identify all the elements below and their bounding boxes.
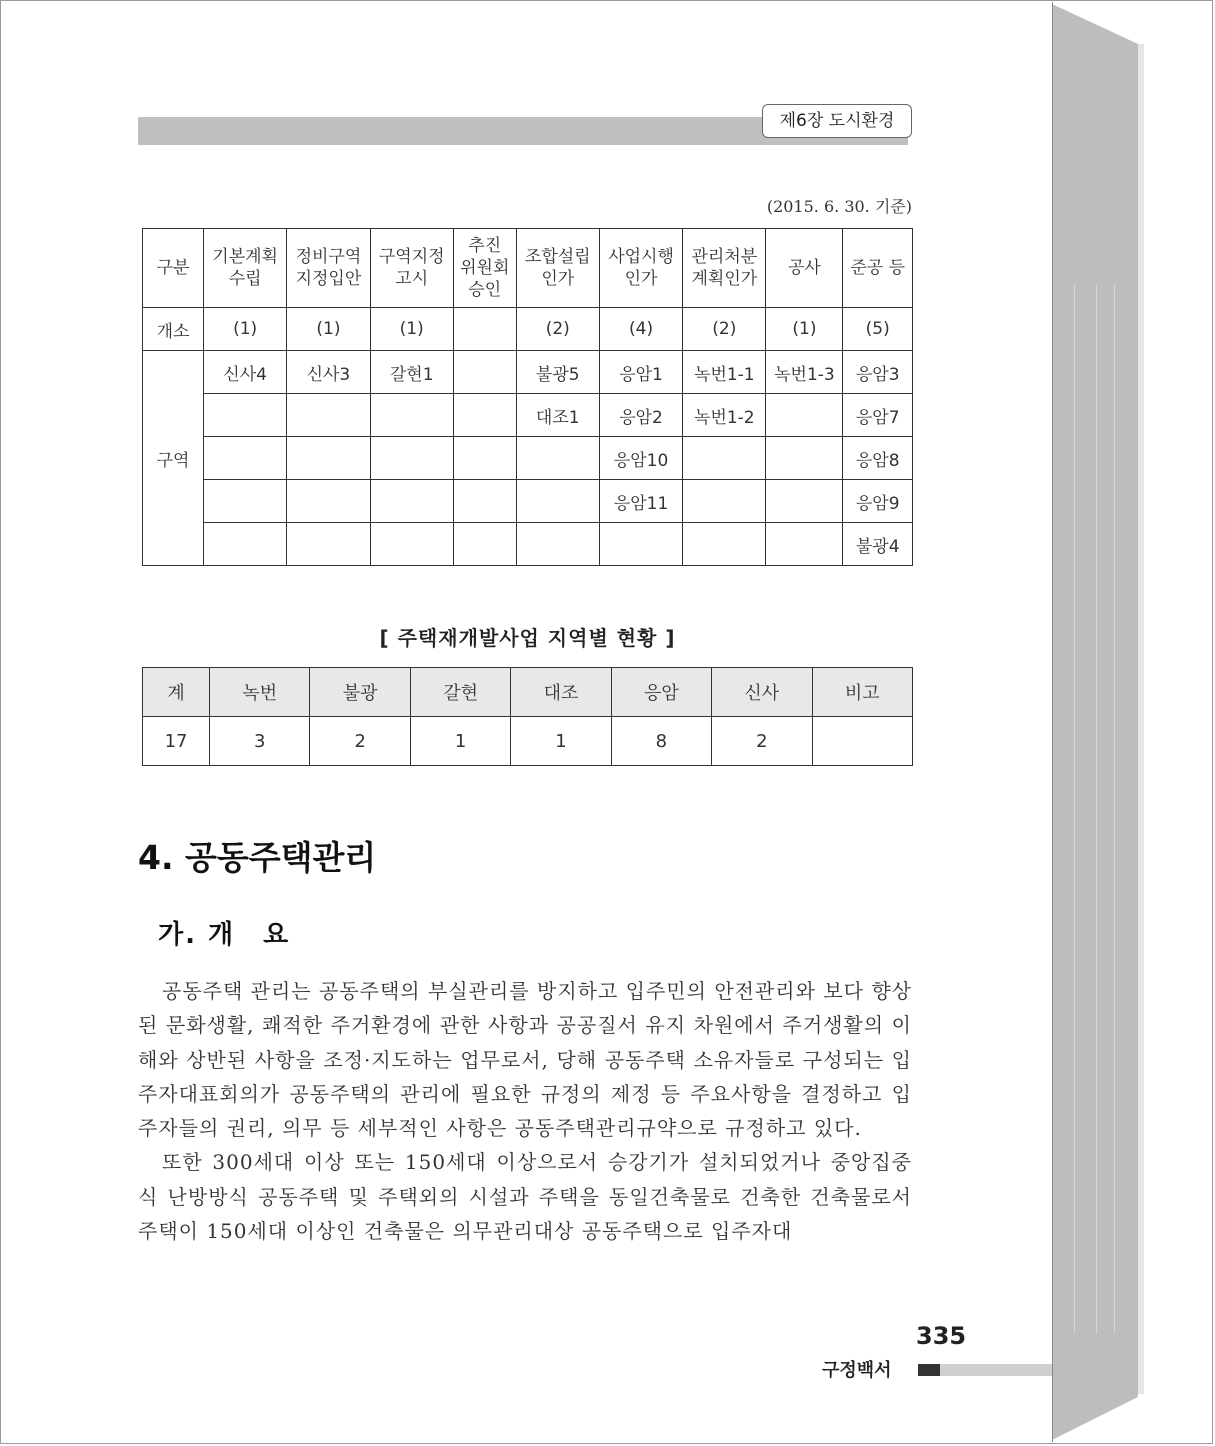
area-cell	[599, 523, 682, 566]
area-cell: 녹번1-3	[766, 351, 843, 394]
area-cell	[766, 394, 843, 437]
area-cell: 녹번1-2	[683, 394, 766, 437]
area-cell	[204, 394, 287, 437]
area-cell	[453, 437, 516, 480]
table-header-row	[143, 668, 913, 717]
value-cell: 1	[410, 717, 510, 766]
count-cell: (2)	[683, 308, 766, 351]
area-cell	[287, 394, 370, 437]
header-cell: 녹번	[210, 668, 310, 717]
table-row	[143, 717, 913, 766]
section-title: 4. 공동주택관리	[138, 838, 377, 877]
table-row	[143, 523, 913, 566]
area-cell	[370, 523, 453, 566]
area-cell: 응암8	[843, 437, 913, 480]
area-cell	[370, 394, 453, 437]
table-row	[143, 437, 913, 480]
count-cell: (1)	[287, 308, 370, 351]
count-cell: (2)	[516, 308, 599, 351]
header-cell: 계	[143, 668, 210, 717]
area-cell	[370, 480, 453, 523]
page-number: 335	[916, 1322, 967, 1350]
area-cell: 응암9	[843, 480, 913, 523]
area-cell	[766, 480, 843, 523]
count-cell: (1)	[766, 308, 843, 351]
paragraph: 또한 300세대 이상 또는 150세대 이상으로서 승강기가 설치되었거나 중앙집중식 난방방식 공동주택 및 주택외의 시설과 주택을 동일건축물로 건축한 건축물로서 주택이 150세대 이상인 건축물은 의무관리대상 공동주택으로 입주자대	[138, 1150, 912, 1244]
area-cell: 녹번1-1	[683, 351, 766, 394]
table-row	[143, 394, 913, 437]
header-cell: 대조	[511, 668, 611, 717]
area-cell	[516, 523, 599, 566]
header-cell: 구분	[143, 229, 204, 308]
chapter-tag: 제6장 도시환경	[762, 104, 912, 138]
header-cell: 기본계획 수립	[204, 229, 287, 308]
area-cell: 신사4	[204, 351, 287, 394]
book-edge	[1052, 4, 1138, 1440]
area-cell: 응암10	[599, 437, 682, 480]
area-cell	[683, 437, 766, 480]
value-cell: 17	[143, 717, 210, 766]
area-cell	[453, 523, 516, 566]
area-cell	[370, 437, 453, 480]
area-cell	[204, 480, 287, 523]
body-text	[138, 974, 912, 1248]
area-cell	[453, 394, 516, 437]
area-cell	[683, 480, 766, 523]
header-cell: 비고	[812, 668, 912, 717]
value-cell: 1	[511, 717, 611, 766]
row-label: 개소	[143, 308, 204, 351]
footer-bar-accent	[918, 1364, 940, 1376]
area-cell: 신사3	[287, 351, 370, 394]
value-cell: 2	[310, 717, 410, 766]
table-header-row	[143, 229, 913, 308]
redevelopment-stage-table	[142, 228, 913, 566]
header-cell: 신사	[712, 668, 812, 717]
value-cell	[812, 717, 912, 766]
count-cell: (4)	[599, 308, 682, 351]
table-row	[143, 351, 913, 394]
subsection-title: 가. 개 요	[158, 920, 291, 950]
count-cell: (1)	[204, 308, 287, 351]
area-cell	[204, 437, 287, 480]
area-cell	[287, 480, 370, 523]
regional-status-table	[142, 667, 913, 766]
header-cell: 조합설립 인가	[516, 229, 599, 308]
value-cell: 8	[611, 717, 711, 766]
area-cell: 대조1	[516, 394, 599, 437]
header-cell: 정비구역 지정입안	[287, 229, 370, 308]
area-cell	[453, 480, 516, 523]
area-cell	[287, 437, 370, 480]
area-cell: 응암1	[599, 351, 682, 394]
count-cell: (1)	[370, 308, 453, 351]
paragraph: 공동주택 관리는 공동주택의 부실관리를 방지하고 입주민의 안전관리와 보다 향상된 문화생활, 쾌적한 주거환경에 관한 사항과 공공질서 유지 차원에서 주거생활의 이해와 상반된 사항을 조정·지도하는 업무로서, 당해 공동주택 소유자들로 구성되는 입주자대표회의가 공동주택의 관리에 필요한 규정의 제정 등 주요사항을 결정하고 입주자들의 권리, 의무 등 세부적인 사항은 공동주택관리규약으로 규정하고 있다.	[138, 979, 912, 1141]
area-cell	[516, 480, 599, 523]
header-cell: 공사	[766, 229, 843, 308]
count-cell: (5)	[843, 308, 913, 351]
header-cell: 관리처분 계획인가	[683, 229, 766, 308]
header-cell: 갈현	[410, 668, 510, 717]
row-label: 구역	[143, 351, 204, 566]
header-cell: 구역지정 고시	[370, 229, 453, 308]
value-cell: 3	[210, 717, 310, 766]
area-cell	[766, 523, 843, 566]
header-cell: 준공 등	[843, 229, 913, 308]
table-caption: [ 주택재개발사업 지역별 현황 ]	[379, 626, 676, 650]
area-cell	[453, 351, 516, 394]
area-cell: 불광5	[516, 351, 599, 394]
footer-label: 구정백서	[822, 1360, 892, 1381]
area-cell	[287, 523, 370, 566]
area-cell	[683, 523, 766, 566]
area-cell	[204, 523, 287, 566]
header-cell: 사업시행 인가	[599, 229, 682, 308]
table-row	[143, 480, 913, 523]
area-cell	[766, 437, 843, 480]
area-cell: 응암2	[599, 394, 682, 437]
header-cell: 추진 위원회 승인	[453, 229, 516, 308]
header-cell: 응암	[611, 668, 711, 717]
book-shadow	[1138, 44, 1144, 1394]
date-note: (2015. 6. 30. 기준)	[766, 197, 912, 216]
area-cell: 갈현1	[370, 351, 453, 394]
area-cell	[516, 437, 599, 480]
count-row	[143, 308, 913, 351]
header-cell: 불광	[310, 668, 410, 717]
area-cell: 응암7	[843, 394, 913, 437]
area-cell: 응암11	[599, 480, 682, 523]
area-cell: 불광4	[843, 523, 913, 566]
area-cell: 응암3	[843, 351, 913, 394]
count-cell	[453, 308, 516, 351]
value-cell: 2	[712, 717, 812, 766]
